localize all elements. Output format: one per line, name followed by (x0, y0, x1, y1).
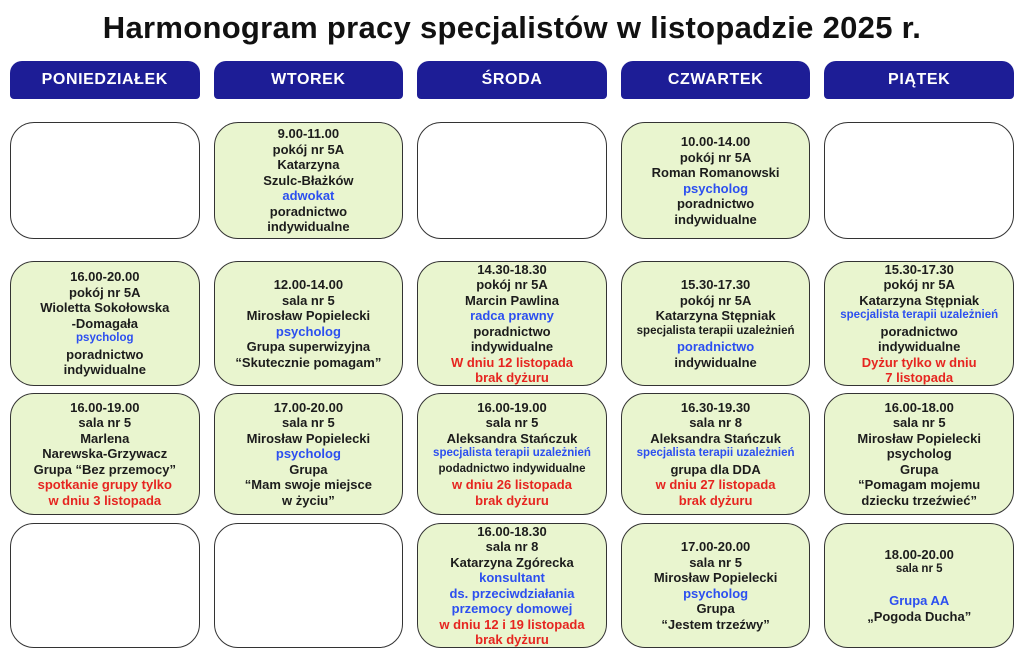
card-line: sala nr 5 (892, 415, 946, 431)
card-line: Marcin Pawlina (465, 292, 559, 308)
card-line: spotkanie grupy tylko (37, 477, 172, 493)
schedule-card (824, 523, 1014, 648)
card-line: pokój nr 5A (883, 277, 955, 292)
card-line: Grupa AA (889, 593, 950, 609)
card-line: Aleksandra Stańczuk (650, 430, 781, 446)
card-line: “Skutecznie pomagam” (235, 354, 382, 370)
card-line: sala nr 8 (485, 539, 539, 554)
card-line: “Pomagam mojemu (858, 477, 981, 493)
card-line: 9.00-11.00 (277, 126, 340, 142)
schedule-grid (10, 122, 1014, 648)
card-line: indywidualne (470, 339, 554, 354)
card-line: indywidualne (267, 219, 350, 235)
card-line: 18.00-20.00 (884, 546, 954, 562)
card-line: brak dyżuru (475, 492, 549, 508)
card-line: Grupa “Bez przemocy” (33, 461, 176, 477)
schedule-row-4 (10, 523, 1014, 648)
card-line: w dniu 27 listopada (655, 477, 776, 493)
day-tab-2: WTOREK (214, 61, 404, 99)
card-line: psycholog (886, 446, 952, 462)
card-line: Mirosław Popielecki (653, 570, 778, 585)
card-line: poradnictwo (269, 203, 348, 219)
card-line: Grupa (900, 461, 939, 477)
schedule-card (417, 261, 607, 386)
card-line: “Mam swoje miejsce (244, 477, 372, 493)
card-line: adwokat (282, 188, 335, 204)
empty-card (214, 523, 404, 648)
card-line: w życiu” (282, 492, 335, 508)
schedule-card (417, 523, 607, 648)
schedule-card (621, 523, 811, 648)
card-line: Mirosław Popielecki (246, 430, 371, 446)
card-line: „Pogoda Ducha” (867, 608, 972, 624)
card-line: poradnictwo (473, 323, 551, 339)
card-line: sala nr 5 (485, 415, 539, 431)
schedule-card (10, 393, 200, 515)
card-line: radca prawny (470, 308, 554, 323)
card-line: w dniu 12 i 19 listopada (439, 616, 585, 632)
card-line: sala nr 5 (689, 554, 742, 570)
card-line: psycholog (275, 446, 341, 462)
empty-card (417, 122, 607, 239)
card-line: brak dyżuru (475, 632, 549, 647)
card-line: Dyżur tylko w dniu (861, 354, 977, 370)
card-line: 17.00-20.00 (273, 399, 344, 415)
card-line: w dniu 3 listopada (48, 492, 162, 508)
schedule-card (214, 122, 404, 239)
card-line: psycholog (76, 332, 134, 345)
schedule-card (621, 261, 811, 386)
day-tab-5: PIĄTEK (824, 61, 1014, 99)
card-line: Katarzyna Zgórecka (450, 554, 574, 570)
card-line: poradnictwo (880, 323, 958, 339)
day-tab-1: PONIEDZIAŁEK (10, 61, 200, 99)
schedule-card (824, 393, 1014, 515)
schedule-card (824, 261, 1014, 386)
card-line: pokój nr 5A (69, 284, 141, 300)
card-line: dziecku trzeźwieć” (861, 492, 977, 508)
card-line: sala nr 5 (78, 415, 132, 431)
card-line: Marlena (80, 430, 130, 446)
card-line: konsultant (479, 570, 545, 585)
card-line: 12.00-14.00 (273, 277, 344, 292)
card-line: grupa dla DDA (670, 461, 761, 477)
day-tab-3: ŚRODA (417, 61, 607, 99)
card-line: w dniu 26 listopada (452, 477, 572, 493)
card-line: Roman Romanowski (651, 165, 780, 180)
card-line: Narewska-Grzywacz (42, 446, 168, 462)
card-line: pokój nr 5A (272, 141, 345, 157)
card-line: Katarzyna Stępniak (859, 292, 980, 308)
card-line: Szulc-Błażków (263, 172, 354, 188)
card-line: 10.00-14.00 (680, 134, 751, 149)
card-line: indywidualne (674, 354, 757, 370)
card-line: poradnictwo (676, 339, 755, 354)
card-line: przemocy domowej (451, 601, 573, 616)
card-line: specjalista terapii uzależnień (636, 447, 795, 460)
card-line: sala nr 5 (282, 415, 335, 431)
card-line: 16.00-19.00 (477, 399, 547, 415)
day-header-row (10, 61, 1014, 99)
card-line: 7 listopada (885, 370, 954, 385)
card-line: Aleksandra Stańczuk (446, 430, 578, 446)
schedule-card (417, 393, 607, 515)
card-line: 17.00-20.00 (680, 539, 751, 554)
card-line: sala nr 8 (689, 415, 742, 431)
card-line: 16.00-18.00 (884, 399, 954, 415)
schedule-row-2 (10, 261, 1014, 386)
card-line: specjalista terapii uzależnień (636, 324, 795, 337)
schedule-card (621, 122, 811, 239)
card-line: psycholog (683, 585, 749, 601)
card-line: W dniu 12 listopada (450, 354, 574, 370)
card-line: 14.30-18.30 (477, 261, 547, 277)
card-line: Grupa (289, 461, 328, 477)
card-line: specjalista terapii uzależnień (840, 309, 999, 321)
card-line: Katarzyna Stępniak (655, 308, 776, 323)
card-line: brak dyżuru (475, 370, 549, 385)
card-line: pokój nr 5A (679, 292, 752, 308)
empty-card (824, 122, 1014, 239)
empty-card (10, 523, 200, 648)
card-line: Mirosław Popielecki (246, 308, 371, 323)
card-line: indywidualne (63, 362, 146, 378)
card-line: 16.00-19.00 (70, 399, 140, 415)
card-line: indywidualne (878, 339, 961, 354)
card-line: -Domagała (71, 315, 139, 331)
card-line: indywidualne (674, 211, 757, 227)
card-line: 15.30-17.30 (680, 277, 751, 292)
page-title: Harmonogram pracy specjalistów w listopadzie 2025 r. (102, 10, 922, 45)
card-line: “Jestem trzeźwy” (661, 616, 770, 632)
card-line: Mirosław Popielecki (857, 430, 981, 446)
card-line: poradnictwo (676, 196, 755, 211)
card-line: Wioletta Sokołowska (40, 300, 170, 316)
card-line: Grupa superwizyjna (246, 339, 371, 354)
card-line: Katarzyna (277, 157, 340, 173)
card-line: podadnictwo indywidualne (438, 462, 586, 475)
card-line: Grupa (696, 601, 735, 616)
empty-card (10, 122, 200, 239)
card-line: pokój nr 5A (679, 149, 752, 165)
card-line: psycholog (275, 323, 341, 339)
card-line: psycholog (683, 180, 749, 196)
schedule-card (214, 393, 404, 515)
schedule-card (10, 261, 200, 386)
schedule-row-1 (10, 122, 1014, 239)
schedule-row-3 (10, 393, 1014, 515)
card-line: ds. przeciwdziałania (449, 585, 575, 601)
card-line: specjalista terapii uzależnień (433, 447, 591, 460)
schedule-card (621, 393, 811, 515)
day-tab-4: CZWARTEK (621, 61, 811, 99)
card-line: 16.00-18.30 (477, 523, 547, 539)
card-line: 15.30-17.30 (884, 261, 954, 277)
card-line: 16.30-19.30 (680, 399, 751, 415)
schedule-card (214, 261, 404, 386)
card-line: poradnictwo (66, 346, 144, 362)
card-line: sala nr 5 (282, 292, 335, 308)
card-line: sala nr 5 (895, 563, 943, 576)
card-line: brak dyżuru (678, 492, 753, 508)
card-line: 16.00-20.00 (70, 269, 140, 285)
card-line: pokój nr 5A (476, 277, 548, 292)
